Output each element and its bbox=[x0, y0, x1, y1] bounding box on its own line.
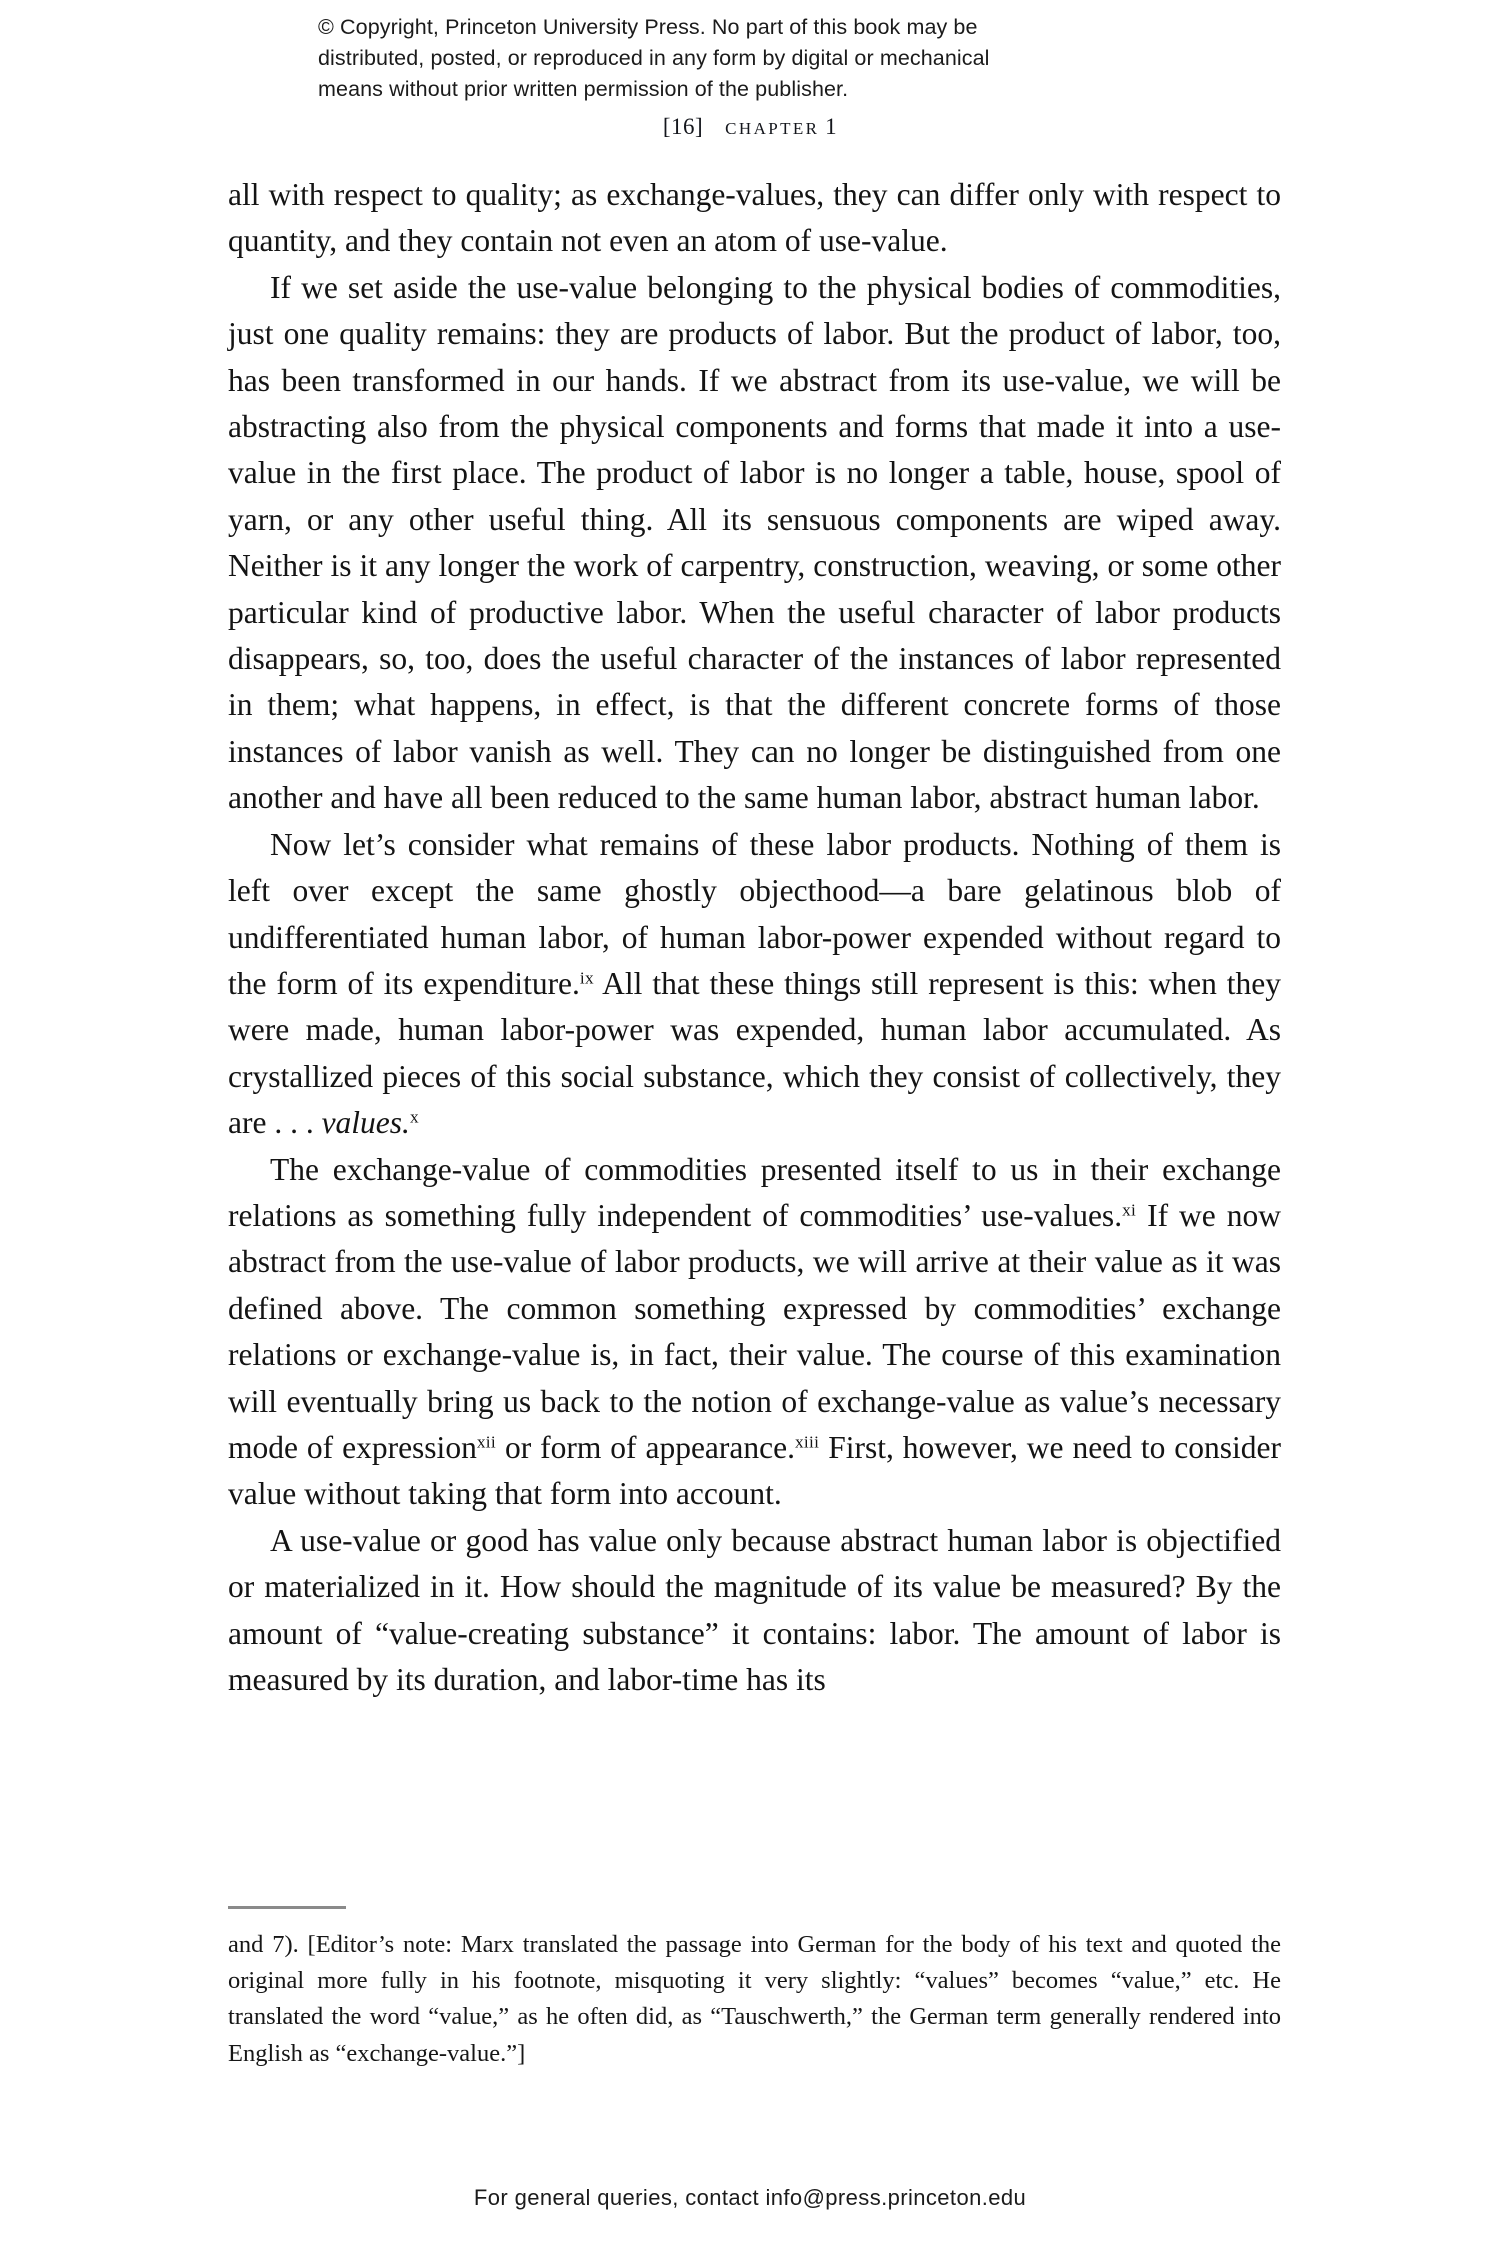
copyright-line-2: distributed, posted, or reproduced in any form by digital or mechanical bbox=[318, 46, 990, 70]
paragraph-text-segment: All that these things still represent is this: when they were made, human labor-power was expended, human labor accumulated. As crystallized pieces of this social substance, which they consist of collectively, they are . . . bbox=[228, 965, 1282, 1141]
paragraph-text-segment: First, however, we need to consider value without taking that form into account. bbox=[228, 1429, 1281, 1512]
paragraph-quality: all with respect to quality; as exchange-values, they can differ only with respect to quantity, and they contain not even an atom of use-value. bbox=[228, 177, 1281, 259]
copyright-line-1: © Copyright, Princeton University Press. No part of this book may be bbox=[318, 15, 978, 39]
footnote-block bbox=[228, 1927, 1281, 2072]
chapter-number: 1 bbox=[825, 114, 838, 139]
paragraph-text-segment: The exchange-value of commodities presented itself to us in their exchange relations as something fully independent of commodities’ use-values. bbox=[228, 1151, 1281, 1233]
paragraph-magnitude: A use-value or good has value only because abstract human labor is objectified or materialized in it. How should the magnitude of its value be measured? By the amount of “value-creating substance” it contains: labor. The amount of labor is measured by its duration, and labor-time has its bbox=[228, 1522, 1281, 1697]
footnote-marker-xiii[interactable]: xiii bbox=[794, 1432, 820, 1452]
copyright-notice bbox=[318, 12, 1158, 105]
paragraph-exchange-value bbox=[228, 1147, 1281, 1518]
italic-values: values. bbox=[321, 1105, 410, 1141]
paragraph-text-segment: Now let’s consider what remains of these labor products. Nothing of them is left over except the same ghostly objecthood—a bare gelatinous blob of undifferentiated human labor, of human labor-power expended without regard to the form of its expenditure. bbox=[228, 826, 1281, 1001]
paragraph-use-value-aside: If we set aside the use-value belonging to the physical bodies of commodities, just one quality remains: they are products of labor. But the product of labor, too, has been transformed in our hands. If we abstract from its use-value, we will be abstracting also from the physical components and forms that made it into a use-value in the first place. The product of labor is no longer a table, house, spool of yarn, or any other useful thing. All its sensuous components are wiped away. Neither is it any longer the work of carpentry, construction, weaving, or some other particular kind of productive labor. When the useful character of labor products disappears, so, too, does the useful character of the instances of labor represented in them; what happens, in effect, is that the different concrete forms of those instances of labor vanish as well. They can no longer be distinguished from one another and have all been reduced to the same human labor, abstract human labor. bbox=[228, 269, 1281, 816]
paragraph-text-segment: or form of appearance. bbox=[496, 1429, 795, 1465]
running-head bbox=[0, 114, 1500, 141]
footnote-marker-x[interactable]: x bbox=[409, 1107, 419, 1127]
paragraph-ghostly-objecthood bbox=[228, 822, 1281, 1147]
footnote-marker-ix[interactable]: ix bbox=[579, 968, 594, 988]
footnote-marker-xii[interactable]: xii bbox=[476, 1432, 497, 1452]
chapter-label: chapter bbox=[725, 114, 820, 140]
page-footer: For general queries, contact info@press.princeton.edu bbox=[473, 2185, 1027, 2210]
body-text bbox=[228, 172, 1281, 1703]
page-folio: [16] bbox=[662, 114, 704, 139]
footnote-marker-xi[interactable]: xi bbox=[1122, 1200, 1137, 1220]
paragraph-text-segment: If we now abstract from the use-value of labor products, we will arrive at their value as it was defined above. The common something expressed by commodities’ exchange relations or exchange-value is, in fact, their value. The course of this examination will eventually bring us back to the notion of exchange-value as value’s necessary mode of expression bbox=[228, 1197, 1281, 1465]
footnote-text: and 7). [Editor’s note: Marx translated the passage into German for the body of his text and quoted the original more fully in his footnote, misquoting it very slightly: “values” becomes “value,” etc. He translated the word “value,” as he often did, as “Tauschwerth,” the German term generally rendered into English as “exchange-value.”] bbox=[228, 1931, 1281, 2067]
copyright-line-3: means without prior written permission of the publisher. bbox=[318, 77, 849, 101]
footnote-separator-rule bbox=[228, 1906, 346, 1909]
